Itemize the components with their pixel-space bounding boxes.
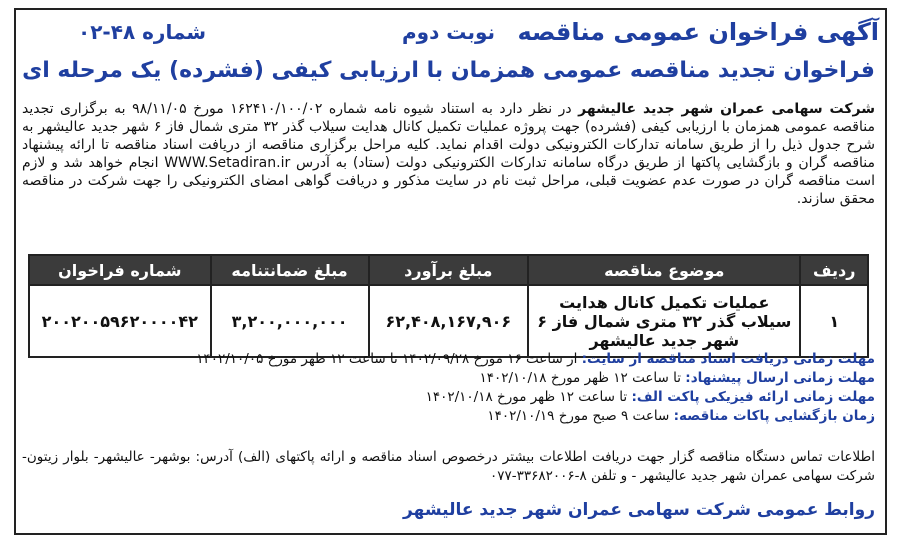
header-call-number: شماره فراخوان — [29, 255, 211, 285]
cell-call-number: ۲۰۰۲۰۰۵۹۶۲۰۰۰۰۴۲ — [29, 285, 211, 357]
table-header-row — [29, 255, 868, 285]
round-label: نوبت دوم — [401, 20, 496, 44]
deadline-label: مهلت زمانی ارسال پیشنهاد: — [685, 370, 875, 386]
cell-row-number: ۱ — [800, 285, 868, 357]
deadline-value: تا ساعت ۱۲ ظهر مورخ ۱۴۰۲/۱۰/۱۸ — [479, 370, 686, 386]
table-row — [29, 285, 868, 357]
deadlines — [22, 350, 875, 426]
cell-estimate: ۶۲,۴۰۸,۱۶۷,۹۰۶ — [369, 285, 529, 357]
deadline-label: مهلت زمانی ارائه فیزیکی پاکت الف: — [631, 389, 875, 405]
deadline-item — [22, 369, 875, 388]
cell-subject: عملیات تکمیل کانال هدایت سیلاب گذر ۳۲ متری شمال فاز ۶ شهر جدید عالیشهر — [528, 285, 800, 357]
ad-number: شماره ۴۸-۰۲ — [78, 20, 207, 44]
header-row-number: ردیف — [800, 255, 868, 285]
deadline-value: ساعت ۹ صبح مورخ ۱۴۰۲/۱۰/۱۹ — [487, 408, 674, 424]
deadline-label: زمان بازگشایی پاکات مناقصه: — [673, 408, 875, 424]
deadline-item — [22, 350, 875, 369]
header-guarantee: مبلغ ضمانتنامه — [211, 255, 369, 285]
deadline-value: تا ساعت ۱۲ ظهر مورخ ۱۴۰۲/۱۰/۱۸ — [425, 389, 632, 405]
deadline-item — [22, 388, 875, 407]
header-estimate: مبلغ برآورد — [369, 255, 529, 285]
body-paragraph — [22, 100, 875, 208]
ad-title: آگهی فراخوان عمومی مناقصه — [517, 18, 879, 46]
footer-signature: روابط عمومی شرکت سهامی عمران شهر جدید عالیشهر — [403, 500, 875, 520]
contact-info: اطلاعات تماس دستگاه مناقصه گزار جهت دریافت اطلاعات بیشتر درخصوص اسناد مناقصه و ارائه پاکتهای (الف) آدرس: بوشهر- عالیشهر- بلوار زیتون- شرکت سهامی عمران شهر جدید عالیشهر - و تلفن ۸-۳۳۶۸۲۰۰۶-۰۷۷ — [22, 449, 875, 484]
header — [18, 18, 879, 52]
header-subject: موضوع مناقصه — [528, 255, 800, 285]
body-text: در نظر دارد به استناد شیوه نامه شماره ۱۶۲۴۱۰/۱۰۰/۰۲ مورخ ۹۸/۱۱/۰۵ به برگزاری تجدید مناقصه عمومی همزمان با ارزیابی کیفی (فشرده) جهت پروژه عملیات تکمیل کانال هدایت سیلاب گذر ۳۲ متری شمال فاز ۶ شهر جدید عالیشهر به شرح جدول ذیل را از طریق سامانه تدارکات الکترونیکی دولت اقدام نماید. کلیه مراحل برگزاری مناقصه از دریافت اسناد مناقصه تا ارائه پیشنهاد مناقصه گران و بازگشایی پاکتها از طریق درگاه سامانه تدارکات الکترونیکی دولت (ستاد) به آدرس WWW.Setadiran.ir انجام خواهد شد و لازم است مناقصه گران در صورت عدم عضویت قبلی، مراحل ثبت نام در سایت مذکور و دریافت گواهی امضای الکترونیکی را جهت شرکت در مناقصه محقق سازند. — [22, 101, 875, 207]
deadline-value: از ساعت ۱۶ مورخ ۱۴۰۲/۰۹/۲۸ تا ساعت ۱۲ ظهر مورخ ۱۴۰۲/۱۰/۰۵ — [196, 351, 582, 367]
deadline-item — [22, 407, 875, 426]
tender-table — [28, 254, 869, 358]
subtitle: فراخوان تجدید مناقصه عمومی همزمان با ارزیابی کیفی (فشرده) یک مرحله ای — [22, 58, 875, 83]
company-name: شرکت سهامی عمران شهر جدید عالیشهر — [578, 101, 875, 117]
deadline-label: مهلت زمانی دریافت اسناد مناقصه از سایت: — [581, 351, 875, 367]
cell-guarantee: ۳,۲۰۰,۰۰۰,۰۰۰ — [211, 285, 369, 357]
